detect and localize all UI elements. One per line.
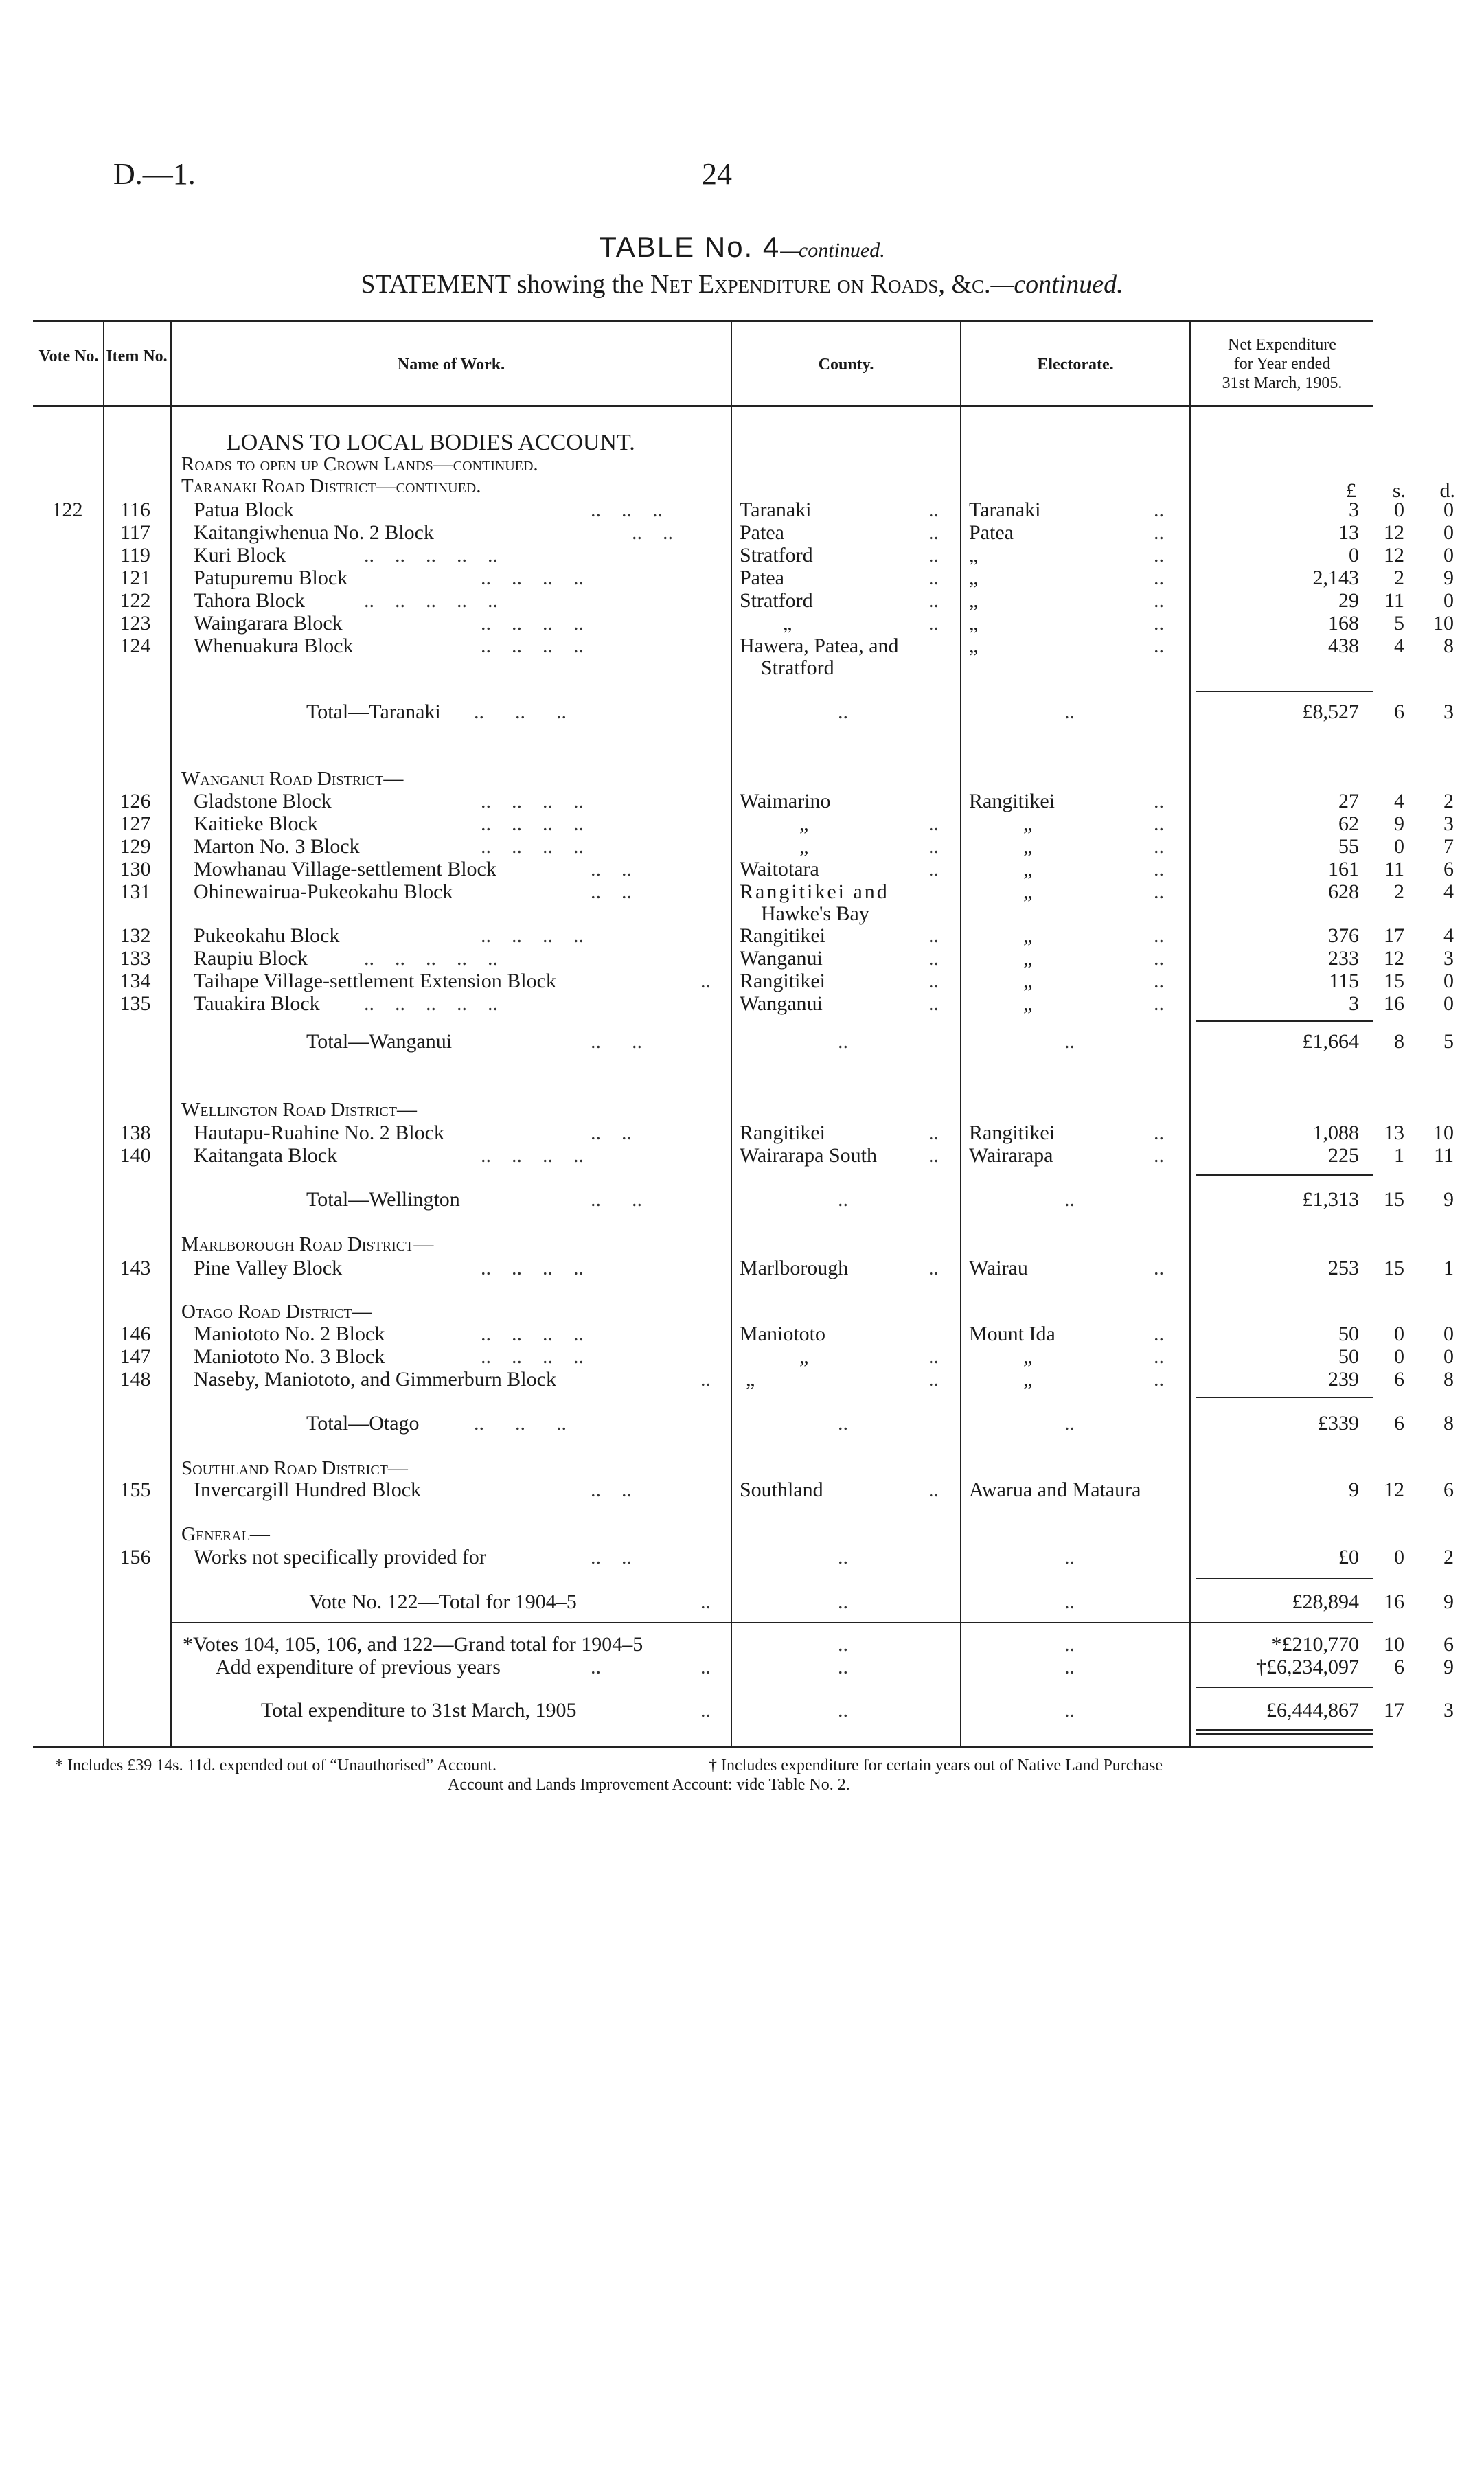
electorate: „ <box>1023 880 1033 903</box>
amount-shillings: 0 <box>1394 835 1404 858</box>
amount-pence: 2 <box>1443 790 1454 812</box>
heading-otago: Otago Road District— <box>181 1301 372 1323</box>
electorate: „ <box>969 589 979 612</box>
table-title-suffix: —continued. <box>780 239 885 262</box>
county: Taranaki <box>740 499 812 521</box>
county: Stratford <box>740 544 813 567</box>
county: Wanganui <box>740 947 823 970</box>
item-number: 116 <box>120 499 150 521</box>
grand-total-label: *Votes 104, 105, 106, and 122—Grand total for 1904–5 <box>183 1633 643 1656</box>
table-row: 155 Invercargill Hundred Block .. .. Southland .. Awarua and Mataura 9 12 6 <box>0 1479 1484 1500</box>
amount-pounds: 29 <box>1338 589 1359 612</box>
table-top-rule <box>33 320 1373 322</box>
county: Rangitikei and <box>740 880 889 903</box>
vote-number: 122 <box>52 499 83 521</box>
heading-southland: Southland Road District— <box>181 1457 408 1479</box>
item-number: 140 <box>119 1144 151 1167</box>
amount-shillings: 0 <box>1394 1323 1404 1345</box>
amount-shillings: 10 <box>1384 1633 1404 1656</box>
county: Southland <box>740 1479 823 1501</box>
total-expenditure-row: Total expenditure to 31st March, 1905 .. .. .. £6,444,867 17 3 <box>261 1699 1454 1722</box>
work-name: Pine Valley Block <box>194 1257 343 1279</box>
item-number: 121 <box>119 567 151 589</box>
table-row: 138 Hautapu-Ruahine No. 2 Block .. .. Rangitikei .. Rangitikei .. 1,088 13 10 <box>0 1121 1484 1143</box>
item-number: 126 <box>119 790 151 812</box>
amount-shillings: 6 <box>1394 1656 1404 1678</box>
item-number: 133 <box>119 947 151 970</box>
electorate: Wairau <box>969 1257 1028 1279</box>
electorate: Wairarapa <box>969 1144 1053 1167</box>
amount-pence: 2 <box>1443 1546 1454 1568</box>
work-name: Pukeokahu Block <box>194 924 340 947</box>
work-name: Raupiu Block <box>194 947 308 970</box>
money-header-shillings: s. <box>1392 479 1406 502</box>
amount-shillings: 12 <box>1384 521 1404 544</box>
total-expenditure-label: Total expenditure to 31st March, 1905 <box>261 1699 577 1722</box>
table-row: 129 Marton No. 3 Block .. .. .. .. „ .. „ .. 55 0 7 <box>0 835 1484 857</box>
amount-pounds: £28,894 <box>1292 1590 1359 1613</box>
item-number: 123 <box>119 612 151 635</box>
amount-pounds: 50 <box>1338 1345 1359 1368</box>
work-name: Patupuremu Block <box>194 567 348 589</box>
amount-pounds: 3 <box>1349 499 1359 521</box>
electorate: Taranaki <box>969 499 1041 521</box>
amount-pence: 9 <box>1443 1656 1454 1678</box>
amount-shillings: 0 <box>1394 499 1404 521</box>
amount-pence: 0 <box>1443 992 1454 1015</box>
item-number: 135 <box>119 992 151 1015</box>
electorate: „ <box>969 567 979 589</box>
table-row: 122 Tahora Block .. .. .. .. .. Stratford .. „ .. 29 11 0 <box>0 589 1484 611</box>
electorate: Awarua and Mataura <box>969 1479 1141 1501</box>
amount-shillings: 9 <box>1394 812 1404 835</box>
table-row: 132 Pukeokahu Block .. .. .. .. Rangitikei .. „ .. 376 17 4 <box>0 924 1484 946</box>
amount-pounds: 233 <box>1328 947 1359 970</box>
amount-pence: 3 <box>1443 947 1454 970</box>
vote-total-row: Vote No. 122—Total for 1904–5 .. .. .. £28,894 16 9 <box>309 1590 1454 1613</box>
previous-years-row: Add expenditure of previous years .. .. .. .. †£6,234,097 6 9 <box>216 1656 1454 1678</box>
heading-general: General— <box>181 1523 270 1545</box>
work-name: Tahora Block <box>194 589 306 612</box>
table-row: 123 Waingarara Block .. .. .. .. „ .. „ .. 168 5 10 <box>0 612 1484 634</box>
heading-wanganui: Wanganui Road District— <box>181 768 404 790</box>
county: „ <box>783 612 792 635</box>
column-header-net-expenditure <box>1191 335 1373 393</box>
statement-title <box>0 269 1484 299</box>
item-number: 155 <box>119 1479 151 1501</box>
county: Rangitikei <box>740 924 825 947</box>
work-name: Tauakira Block <box>194 992 320 1015</box>
amount-pounds: 225 <box>1328 1144 1359 1167</box>
amount-pounds: 376 <box>1328 924 1359 947</box>
amount-shillings: 4 <box>1394 790 1404 812</box>
table-row: 126 Gladstone Block .. .. .. .. Waimarino Rangitikei .. 27 4 2 <box>0 790 1484 812</box>
amount-pounds: 0 <box>1349 544 1359 567</box>
amount-pence: 0 <box>1443 589 1454 612</box>
heading-wellington: Wellington Road District— <box>181 1099 417 1121</box>
amount-shillings: 15 <box>1384 1188 1404 1211</box>
work-name: Mowhanau Village-settlement Block <box>194 858 496 880</box>
amount-pence: 9 <box>1443 1188 1454 1211</box>
amount-pounds: 115 <box>1329 970 1359 992</box>
subtotal-row-otago: Total—Otago .. .. .. .. .. £339 6 8 <box>306 1412 1454 1435</box>
item-number: 127 <box>119 812 151 835</box>
county: Stratford <box>740 589 813 612</box>
subtotal-rule <box>1196 1397 1373 1398</box>
amount-pence: 0 <box>1443 521 1454 544</box>
subtotal-row-wanganui: Total—Wanganui .. .. .. .. £1,664 8 5 <box>306 1030 1454 1053</box>
work-name: Marton No. 3 Block <box>194 835 360 858</box>
electorate: „ <box>969 544 979 567</box>
amount-pounds: £339 <box>1318 1412 1359 1435</box>
county: „ <box>799 1345 809 1368</box>
amount-pounds: 438 <box>1328 635 1359 657</box>
total-label: Vote No. 122—Total for 1904–5 <box>309 1590 577 1613</box>
amount-pence: 8 <box>1443 1412 1454 1435</box>
item-number: 147 <box>119 1345 151 1368</box>
amount-pence: 4 <box>1443 924 1454 947</box>
amount-shillings: 6 <box>1394 700 1404 723</box>
amount-pounds: 27 <box>1338 790 1359 812</box>
subtotal-row-wellington: Total—Wellington .. .. .. .. £1,313 15 9 <box>306 1188 1454 1211</box>
table-row: 143 Pine Valley Block .. .. .. .. Marlborough .. Wairau .. 253 15 1 <box>0 1257 1484 1279</box>
county: Patea <box>740 567 784 589</box>
county-continued: Hawke's Bay <box>761 902 869 925</box>
amount-pence: 6 <box>1443 1633 1454 1656</box>
county: Wanganui <box>740 992 823 1015</box>
county: „ <box>746 1368 755 1391</box>
table-row: 133 Raupiu Block .. .. .. .. .. Wanganui .. „ .. 233 12 3 <box>0 947 1484 969</box>
amount-pounds: 2,143 <box>1312 567 1359 589</box>
electorate: „ <box>1023 970 1033 992</box>
amount-pence: 6 <box>1443 1479 1454 1501</box>
item-number: 156 <box>119 1546 151 1568</box>
work-name: Kuri Block <box>194 544 286 567</box>
county: Waitotara <box>740 858 819 880</box>
amount-pence: 10 <box>1433 1121 1454 1144</box>
electorate: „ <box>1023 1345 1033 1368</box>
table-row: 131 Ohinewairua-Pukeokahu Block .. .. Rangitikei and Hawke's Bay „ .. 628 2 4 <box>0 880 1484 926</box>
table-row: 121 Patupuremu Block .. .. .. .. Patea .. „ .. 2,143 2 9 <box>0 567 1484 589</box>
county: Patea <box>740 521 784 544</box>
amount-pence: 0 <box>1443 970 1454 992</box>
amount-pounds: †£6,234,097 <box>1256 1656 1359 1678</box>
amount-pence: 1 <box>1443 1257 1454 1279</box>
amount-pounds: 9 <box>1349 1479 1359 1501</box>
amount-pence: 9 <box>1443 1590 1454 1613</box>
item-number: 146 <box>119 1323 151 1345</box>
amount-pence: 5 <box>1443 1030 1454 1053</box>
subtotal-row-taranaki: Total—Taranaki .. .. .. .. .. £8,527 6 3 <box>306 700 1454 723</box>
heading-taranaki: Taranaki Road District—continued. <box>181 475 481 497</box>
work-name: Waingarara Block <box>194 612 343 635</box>
header-bottom-rule <box>33 405 1373 407</box>
column-header-item: Item No. <box>106 347 168 365</box>
amount-pence: 0 <box>1443 1345 1454 1368</box>
electorate: Patea <box>969 521 1014 544</box>
amount-pence: 3 <box>1443 1699 1454 1722</box>
work-name: Hautapu-Ruahine No. 2 Block <box>194 1121 444 1144</box>
work-name: Maniototo No. 3 Block <box>194 1345 385 1368</box>
item-number: 131 <box>119 880 151 903</box>
amount-shillings: 16 <box>1384 1590 1404 1613</box>
column-header-county: County. <box>818 356 874 374</box>
amount-pence: 7 <box>1443 835 1454 858</box>
work-name: Patua Block <box>194 499 294 521</box>
subtotal-rule <box>1196 1174 1373 1176</box>
table-row: 134 Taihape Village-settlement Extension Block .. Rangitikei .. „ .. 115 15 0 <box>0 970 1484 992</box>
amount-pence: 8 <box>1443 635 1454 657</box>
table-row: 130 Mowhanau Village-settlement Block .. .. Waitotara .. „ .. 161 11 6 <box>0 858 1484 880</box>
amount-pence: 10 <box>1433 612 1454 635</box>
electorate: „ <box>969 635 979 657</box>
amount-pence: 4 <box>1443 880 1454 903</box>
amount-pence: 3 <box>1443 812 1454 835</box>
county: Maniototo <box>740 1323 825 1345</box>
table-row: 117 Kaitangiwhenua No. 2 Block .. .. Patea .. Patea .. 13 12 0 <box>0 521 1484 543</box>
amount-pounds: £6,444,867 <box>1266 1699 1359 1722</box>
footnote-dagger-2: Account and Lands Improvement Account: vide Table No. 2. <box>448 1776 850 1794</box>
amount-shillings: 0 <box>1394 1345 1404 1368</box>
amount-shillings: 6 <box>1394 1368 1404 1391</box>
work-name: Kaitangiwhenua No. 2 Block <box>194 521 434 544</box>
item-number: 138 <box>119 1121 151 1144</box>
item-number: 117 <box>120 521 150 544</box>
item-number: 119 <box>120 544 150 567</box>
amount-pence: 0 <box>1443 499 1454 521</box>
statement-suffix: —continued. <box>990 270 1123 299</box>
subtotal-label: Total—Wanganui <box>306 1030 453 1053</box>
county-continued: Stratford <box>761 657 834 679</box>
amount-pence: 3 <box>1443 700 1454 723</box>
money-header-pound: £ <box>1346 479 1356 502</box>
work-name: Kaitangata Block <box>194 1144 338 1167</box>
amount-shillings: 15 <box>1384 970 1404 992</box>
amount-shillings: 17 <box>1384 1699 1404 1722</box>
amount-pence: 0 <box>1443 544 1454 567</box>
grand-total-row: *Votes 104, 105, 106, and 122—Grand total for 1904–5 .. .. *£210,770 10 6 <box>183 1633 1454 1656</box>
table-row: 148 Naseby, Maniototo, and Gimmerburn Block .. „ .. „ .. 239 6 8 <box>0 1368 1484 1390</box>
heading-loans-account: LOANS TO LOCAL BODIES ACCOUNT. <box>227 430 635 455</box>
electorate: „ <box>1023 858 1033 880</box>
item-number: 130 <box>119 858 151 880</box>
amount-shillings: 13 <box>1384 1121 1404 1144</box>
amount-shillings: 12 <box>1384 544 1404 567</box>
electorate: „ <box>1023 924 1033 947</box>
amount-pence: 9 <box>1443 567 1454 589</box>
page-number: 24 <box>702 157 732 191</box>
amount-shillings: 11 <box>1384 589 1404 612</box>
statement-smallcaps: Net Expenditure on Roads, &c. <box>650 270 991 299</box>
net-header-line-2: for Year ended <box>1233 355 1331 373</box>
county: „ <box>799 835 809 858</box>
electorate: Rangitikei <box>969 790 1055 812</box>
double-rule-top <box>1196 1729 1373 1731</box>
amount-pounds: 55 <box>1338 835 1359 858</box>
amount-pounds: £0 <box>1338 1546 1359 1568</box>
table-row: 119 Kuri Block .. .. .. .. .. Stratford .. „ .. 0 12 0 <box>0 544 1484 566</box>
table-row: 127 Kaitieke Block .. .. .. .. „ .. „ .. 62 9 3 <box>0 812 1484 834</box>
amount-pounds: 161 <box>1328 858 1359 880</box>
amount-pence: 6 <box>1443 858 1454 880</box>
amount-pounds: 13 <box>1338 521 1359 544</box>
statement-prefix: STATEMENT showing the <box>361 270 650 299</box>
column-header-electorate: Electorate. <box>1037 356 1114 374</box>
amount-pounds: £8,527 <box>1302 700 1359 723</box>
table-row: 140 Kaitangata Block .. .. .. .. Wairarapa South .. Wairarapa .. 225 1 11 <box>0 1144 1484 1166</box>
amount-pounds: 239 <box>1328 1368 1359 1391</box>
amount-pounds: 3 <box>1349 992 1359 1015</box>
item-number: 124 <box>119 635 151 657</box>
amount-shillings: 16 <box>1384 992 1404 1015</box>
amount-pounds: 253 <box>1328 1257 1359 1279</box>
subtotal-rule <box>1196 1020 1373 1022</box>
table-row: 156 Works not specifically provided for .. .. .. .. £0 0 2 <box>0 1546 1484 1568</box>
table-title <box>0 231 1484 264</box>
amount-pounds: 62 <box>1338 812 1359 835</box>
county: Rangitikei <box>740 970 825 992</box>
double-rule-bottom <box>1196 1733 1373 1735</box>
electorate: Rangitikei <box>969 1121 1055 1144</box>
electorate: „ <box>1023 1368 1033 1391</box>
table-row: 147 Maniototo No. 3 Block .. .. .. .. „ .. „ .. 50 0 0 <box>0 1345 1484 1367</box>
column-header-vote: Vote No. <box>38 347 99 365</box>
subtotal-label: Total—Taranaki <box>306 700 441 723</box>
electorate: „ <box>1023 812 1033 835</box>
amount-pounds: 168 <box>1328 612 1359 635</box>
item-number: 148 <box>119 1368 151 1391</box>
table-row: 124 Whenuakura Block .. .. .. .. Hawera, Patea, and Stratford „ .. 438 4 8 <box>0 635 1484 680</box>
table-row: 135 Tauakira Block .. .. .. .. .. Wanganui .. „ .. 3 16 0 <box>0 992 1484 1014</box>
county: Waimarino <box>740 790 831 812</box>
work-name: Naseby, Maniototo, and Gimmerburn Block <box>194 1368 556 1391</box>
county: Rangitikei <box>740 1121 825 1144</box>
amount-pounds: 50 <box>1338 1323 1359 1345</box>
electorate: Mount Ida <box>969 1323 1055 1345</box>
amount-shillings: 15 <box>1384 1257 1404 1279</box>
column-header-name: Name of Work. <box>397 356 505 374</box>
total-rule <box>172 1622 1373 1623</box>
total-rule <box>1196 1578 1373 1579</box>
item-number: 134 <box>119 970 151 992</box>
electorate: „ <box>969 612 979 635</box>
amount-pounds: £1,313 <box>1302 1188 1359 1211</box>
amount-shillings: 6 <box>1394 1412 1404 1435</box>
electorate: „ <box>1023 835 1033 858</box>
amount-pence: 8 <box>1443 1368 1454 1391</box>
subtotal-label: Total—Otago <box>306 1412 420 1435</box>
previous-years-label: Add expenditure of previous years <box>216 1656 501 1678</box>
item-number: 132 <box>119 924 151 947</box>
footnote-star: * Includes £39 14s. 11d. expended out of “Unauthorised” Account. <box>55 1757 496 1774</box>
table-title-main: TABLE No. 4 <box>599 231 781 263</box>
money-header-pence: d. <box>1439 479 1455 502</box>
amount-pounds: £1,664 <box>1302 1030 1359 1053</box>
amount-shillings: 11 <box>1384 858 1404 880</box>
amount-shillings: 17 <box>1384 924 1404 947</box>
amount-shillings: 12 <box>1384 947 1404 970</box>
amount-pounds: *£210,770 <box>1271 1633 1359 1656</box>
amount-shillings: 0 <box>1394 1546 1404 1568</box>
work-name: Maniototo No. 2 Block <box>194 1323 385 1345</box>
amount-shillings: 8 <box>1394 1030 1404 1053</box>
item-number: 122 <box>119 589 151 612</box>
subtotal-label: Total—Wellington <box>306 1188 460 1211</box>
work-name: Taihape Village-settlement Extension Block <box>194 970 556 992</box>
table-row: 146 Maniototo No. 2 Block .. .. .. .. Maniototo Mount Ida .. 50 0 0 <box>0 1323 1484 1345</box>
work-name: Ohinewairua-Pukeokahu Block <box>194 880 453 903</box>
net-header-line-3: 31st March, 1905. <box>1222 374 1343 392</box>
county: „ <box>799 812 809 835</box>
electorate: „ <box>1023 992 1033 1015</box>
amount-shillings: 2 <box>1394 880 1404 903</box>
footnote-dagger-1: † Includes expenditure for certain years out of Native Land Purchase <box>709 1757 1163 1774</box>
amount-shillings: 2 <box>1394 567 1404 589</box>
table-bottom-rule <box>33 1746 1373 1748</box>
county: Hawera, Patea, and <box>740 635 899 657</box>
county: Marlborough <box>740 1257 849 1279</box>
amount-shillings: 12 <box>1384 1479 1404 1501</box>
amount-pence: 11 <box>1434 1144 1454 1167</box>
amount-pounds: 628 <box>1328 880 1359 903</box>
work-name: Kaitieke Block <box>194 812 318 835</box>
work-name: Invercargill Hundred Block <box>194 1479 422 1501</box>
net-header-line-1: Net Expenditure <box>1228 336 1336 354</box>
amount-pence: 0 <box>1443 1323 1454 1345</box>
work-name: Whenuakura Block <box>194 635 354 657</box>
amount-shillings: 5 <box>1394 612 1404 635</box>
subtotal-rule <box>1196 691 1373 692</box>
heading-crown-lands: Roads to open up Crown Lands—continued. <box>181 453 538 475</box>
table-row: 116 Patua Block .. .. .. Taranaki .. Taranaki .. 3 0 0 <box>0 499 1484 521</box>
amount-pounds: 1,088 <box>1312 1121 1359 1144</box>
document-reference: D.—1. <box>113 157 196 191</box>
item-number: 143 <box>119 1257 151 1279</box>
total-rule <box>1196 1687 1373 1688</box>
work-name: Works not specifically provided for <box>194 1546 486 1568</box>
amount-shillings: 4 <box>1394 635 1404 657</box>
heading-marlborough: Marlborough Road District— <box>181 1233 434 1255</box>
item-number: 129 <box>119 835 151 858</box>
electorate: „ <box>1023 947 1033 970</box>
county: Wairarapa South <box>740 1144 878 1167</box>
work-name: Gladstone Block <box>194 790 332 812</box>
amount-shillings: 1 <box>1394 1144 1404 1167</box>
